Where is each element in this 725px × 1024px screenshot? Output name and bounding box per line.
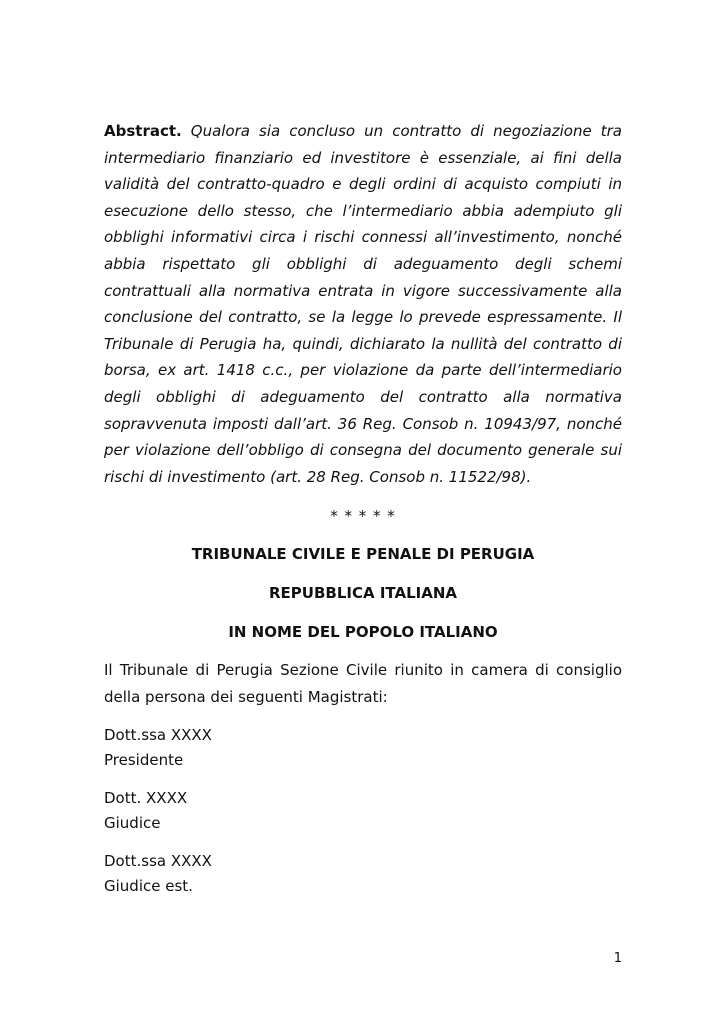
page-content bbox=[104, 118, 622, 900]
judge-role: Giudice est. bbox=[104, 877, 193, 895]
republic-heading: REPUBBLICA ITALIANA bbox=[269, 584, 457, 603]
people-heading: IN NOME DEL POPOLO ITALIANO bbox=[228, 623, 498, 642]
judge-role: Giudice bbox=[104, 814, 161, 832]
judge-name: Dott.ssa XXXX bbox=[104, 851, 212, 870]
court-heading: TRIBUNALE CIVILE E PENALE DI PERUGIA bbox=[191, 545, 535, 564]
judge-entry-president bbox=[104, 723, 622, 774]
judge-entry-judge bbox=[104, 786, 622, 837]
abstract-paragraph bbox=[104, 118, 622, 490]
judge-role: Presidente bbox=[104, 751, 184, 769]
section-separator: * * * * * bbox=[330, 507, 396, 526]
judge-name: Dott. XXXX bbox=[104, 788, 188, 807]
abstract-label: Abstract. bbox=[104, 122, 182, 140]
page-number: 1 bbox=[613, 951, 622, 966]
judge-entry-rapporteur bbox=[104, 849, 622, 900]
intro-paragraph: Il Tribunale di Perugia Sezione Civile riunito in camera di consiglio della persona dei seguenti Magistrati: bbox=[104, 661, 622, 706]
judge-name: Dott.ssa XXXX bbox=[104, 725, 212, 744]
abstract-text: Qualora sia concluso un contratto di negoziazione tra intermediario finanziario ed investitore è essenziale, ai fini della validità del contratto-quadro e degli ordini di acquisto compiuti in esecuzione dello stesso, che l’intermediario abbia adempiuto gli obblighi informativi circa i rischi connessi all’investimento, nonché abbia rispettato gli obblighi di adeguamento degli schemi contrattuali alla normativa entrata in vigore successivamente alla conclusione del contratto, se la legge lo prevede espressamente. Il Tribunale di Perugia ha, quindi, dichiarato la nullità del contratto di borsa, ex art. 1418 c.c., per violazione da parte dell’intermediario degli obblighi di adeguamento del contratto alla normativa sopravvenuta imposti dall’art. 36 Reg. Consob n. 10943/97, nonché per violazione dell’obbligo di consegna del documento generale sui rischi di investimento (art. 28 Reg. Consob n. 11522/98). bbox=[104, 122, 622, 486]
